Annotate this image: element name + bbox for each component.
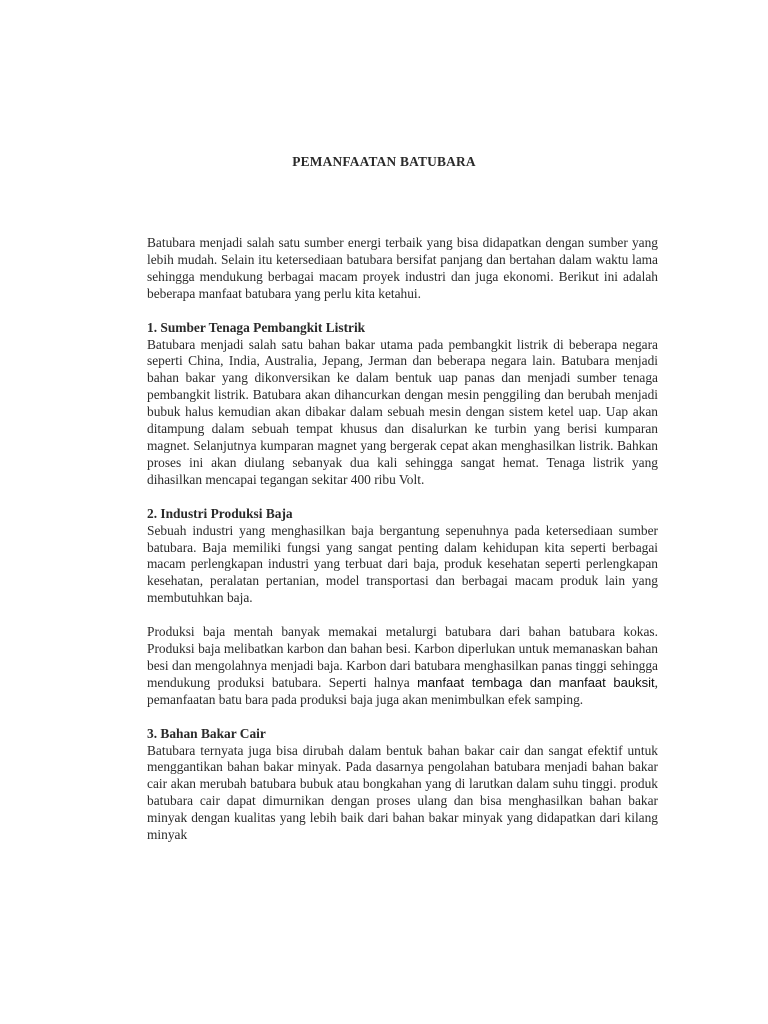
section-text: Sebuah industri yang menghasilkan baja bergantung sepenuhnya pada ketersediaan sumber batubara. Baja memiliki fungsi yang sangat penting dalam kehidupan kita seperti berbagai macam perlengkapan industri yang terbuat dari baja, produk kesehatan seperti perlengkapan kesehatan, peralatan pertanian, model transportasi dan berbagai macam produk lain yang membutuhkan baja. [147,522,658,606]
intro-paragraph: Batubara menjadi salah satu sumber energi terbaik yang bisa didapatkan dengan sumber yang lebih mudah. Selain itu ketersediaan batubara bersifat panjang dan bertahan dalam waktu lama sehingga mendukung berbagai macam proyek industri dan juga ekonomi. Berikut ini adalah beberapa manfaat batubara yang perlu kita ketahui. [147,235,658,301]
document-body [147,235,658,844]
paragraph-text: Produksi baja mentah banyak memakai metalurgi batubara dari bahan batubara kokas. Produksi baja melibatkan karbon dan bahan besi. Karbon diperlukan untuk memanaskan bahan besi dan mengolahnya menjadi baja. Karbon dari batubara menghasilkan panas tinggi sehingga mendukung produksi batubara. Seperti halnya [147,624,658,690]
section-text: Batubara ternyata juga bisa dirubah dalam bentuk bahan bakar cair dan sangat efektif untuk menggantikan bahan bakar minyak. Pada dasarnya pengolahan batubara menjadi bahan bakar cair akan merubah batubara bubuk atau bongkahan yang di larutkan dalam suhu tinggi. produk batubara cair dapat dimurnikan dengan proses ulang dan bisa menghasilkan bahan bakar minyak dengan kualitas yang lebih baik dari bahan bakar minyak yang didapatkan dari kilang minyak [147,742,658,843]
section-text: Batubara menjadi salah satu bahan bakar utama pada pembangkit listrik di beberapa negara seperti China, India, Australia, Jepang, Jerman dan beberapa negara lain. Batubara menjadi bahan bakar yang dikonversikan ke dalam bentuk uap panas dan menjadi sumber tenaga pembangkit listrik. Batubara akan dihancurkan dengan mesin penggiling dan berubah menjadi bubuk halus kemudian akan dibakar dalam sebuah mesin dengan sistem ketel uap. Uap akan ditampung dalam sebuah tempat khusus dan disalurkan ke turbin yang berisi kumparan magnet. Selanjutnya kumparan magnet yang bergerak cepat akan menghasilkan listrik. Bahkan proses ini akan diulang sebanyak dua kali sehingga sangat hemat. Tenaga listrik yang dihasilkan mencapai tegangan sekitar 400 ribu Volt. [147,336,658,487]
link-joiner: dan [529,674,552,690]
link-manfaat-bauksit[interactable]: manfaat bauksit [558,674,655,690]
page-title: PEMANFAATAN BATUBARA [292,154,476,169]
section-heading: 1. Sumber Tenaga Pembangkit Listrik [147,319,366,335]
link-manfaat-tembaga[interactable]: manfaat tembaga [417,674,523,690]
section-2-paragraph-2 [147,624,658,709]
section-heading: 3. Bahan Bakar Cair [147,725,266,741]
section-1 [147,320,658,489]
section-3 [147,726,658,844]
section-heading: 2. Industri Produksi Baja [147,505,293,521]
paragraph-text: , pemanfaatan batu bara pada produksi baja juga akan menimbulkan efek samping. [147,674,658,707]
section-2 [147,506,658,607]
